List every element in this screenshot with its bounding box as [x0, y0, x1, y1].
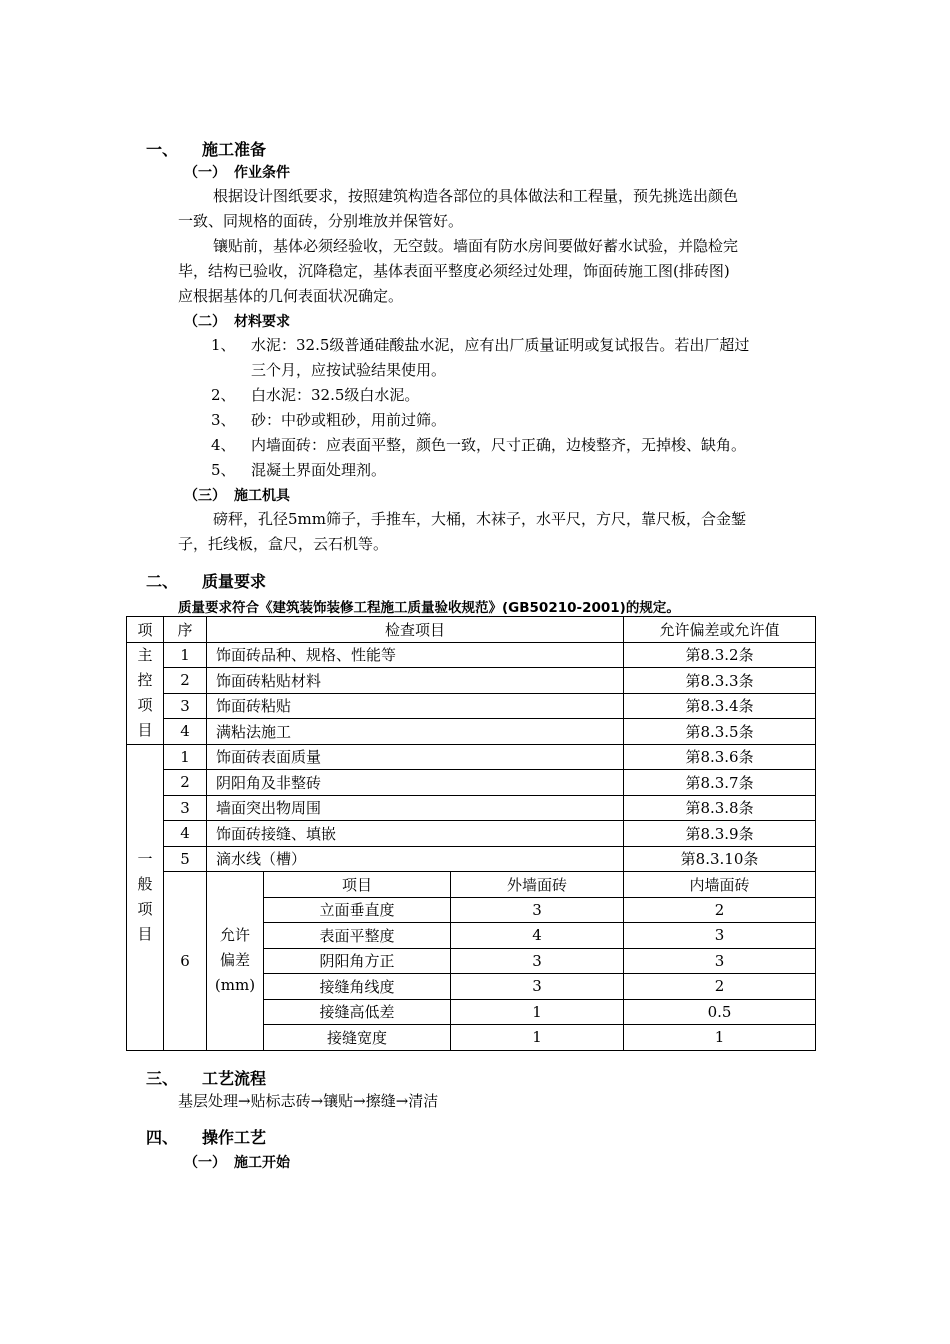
- table-row: 5 滴水线（槽） 第8.3.10条: [127, 846, 816, 872]
- section-1-heading: 一、 施工准备: [146, 140, 267, 159]
- subtable-row: 立面垂直度 3 2: [127, 897, 816, 923]
- header-group: 项: [127, 617, 164, 643]
- subsection-1-1-heading: （一） 作业条件: [184, 165, 290, 181]
- subtable-header-row: 6 允许 偏差 (mm) 项目 外墙面砖 内墙面砖: [127, 872, 816, 898]
- section-3-heading: 三、 工艺流程: [146, 1069, 267, 1088]
- material-item: 3、 砂：中砂或粗砂，用前过筛。: [211, 411, 447, 429]
- tools-line-1: 磅秤，孔径5mm筛子，手推车，大桶，木袜子，水平尺，方尺，靠尺板，合金錾: [213, 510, 746, 528]
- material-item: 1、 水泥：32.5级普通硅酸盐水泥，应有出厂质量证明或复试报告。若出厂超过: [211, 336, 750, 354]
- para-2-line-1: 镶贴前，基体必须经验收，无空鼓。墙面有防水房间要做好蓄水试验，并隐检完: [213, 237, 739, 255]
- subsection-1-2-heading: （二） 材料要求: [184, 314, 290, 330]
- section-2-heading: 二、 质量要求: [146, 572, 267, 591]
- table-row: 一 般 项 目 1 饰面砖表面质量 第8.3.6条: [127, 744, 816, 770]
- table-header-row: [127, 617, 816, 643]
- table-row: 2 饰面砖粘贴材料 第8.3.3条: [127, 668, 816, 694]
- group-general: 一 般 项 目: [127, 744, 164, 1050]
- quality-standard-note: 质量要求符合《建筑装饰装修工程施工质量验收规范》(GB50210-2001)的规定。: [178, 600, 680, 616]
- material-item: 2、 白水泥：32.5级白水泥。: [211, 386, 420, 404]
- table-row: 2 阴阳角及非整砖 第8.3.7条: [127, 770, 816, 796]
- table-row: 4 满粘法施工 第8.3.5条: [127, 719, 816, 745]
- para-1-line-1: 根据设计图纸要求，按照建筑构造各部位的具体做法和工程量，预先挑选出颜色: [213, 187, 739, 205]
- material-item: 4、 内墙面砖：应表面平整，颜色一致，尺寸正确，边棱整齐，无掉梭、缺角。: [211, 436, 747, 454]
- header-check-item: 检查项目: [207, 617, 624, 643]
- section-4-heading: 四、 操作工艺: [146, 1128, 267, 1147]
- material-item-continuation: 三个月，应按试验结果使用。: [251, 361, 447, 379]
- group-main-control: 主 控 项 目: [127, 642, 164, 744]
- quality-table: [126, 616, 816, 1051]
- header-seq: 序: [164, 617, 207, 643]
- subtable-row: 接缝宽度 1 1: [127, 1025, 816, 1051]
- subtable-row: 阴阳角方正 3 3: [127, 948, 816, 974]
- material-item: 5、 混凝土界面处理剂。: [211, 461, 387, 479]
- subsection-4-1-heading: （一） 施工开始: [184, 1155, 290, 1171]
- process-flow: 基层处理→贴标志砖→镶贴→擦缝→清洁: [178, 1092, 439, 1110]
- subtable-label: 允许 偏差 (mm): [207, 872, 264, 1051]
- subsection-1-3-heading: （三） 施工机具: [184, 488, 290, 504]
- table-row: 主 控 项 目 1 饰面砖品种、规格、性能等 第8.3.2条: [127, 642, 816, 668]
- para-2-line-2: 毕，结构已验收，沉降稳定，基体表面平整度必须经过处理，饰面砖施工图(排砖图): [178, 262, 730, 280]
- header-tolerance: 允许偏差或允许值: [624, 617, 816, 643]
- tools-line-2: 子，托线板，盒尺，云石机等。: [178, 535, 389, 553]
- table-row: 3 墙面突出物周围 第8.3.8条: [127, 795, 816, 821]
- para-2-line-3: 应根据基体的几何表面状况确定。: [178, 287, 404, 305]
- subtable-row: 接缝角线度 3 2: [127, 974, 816, 1000]
- subtable-seq: 6: [164, 872, 207, 1051]
- para-1-line-2: 一致、同规格的面砖，分别堆放并保管好。: [178, 212, 464, 230]
- subtable-row: 接缝高低差 1 0.5: [127, 999, 816, 1025]
- subtable-row: 表面平整度 4 3: [127, 923, 816, 949]
- table-row: 4 饰面砖接缝、填嵌 第8.3.9条: [127, 821, 816, 847]
- table-row: 3 饰面砖粘贴 第8.3.4条: [127, 693, 816, 719]
